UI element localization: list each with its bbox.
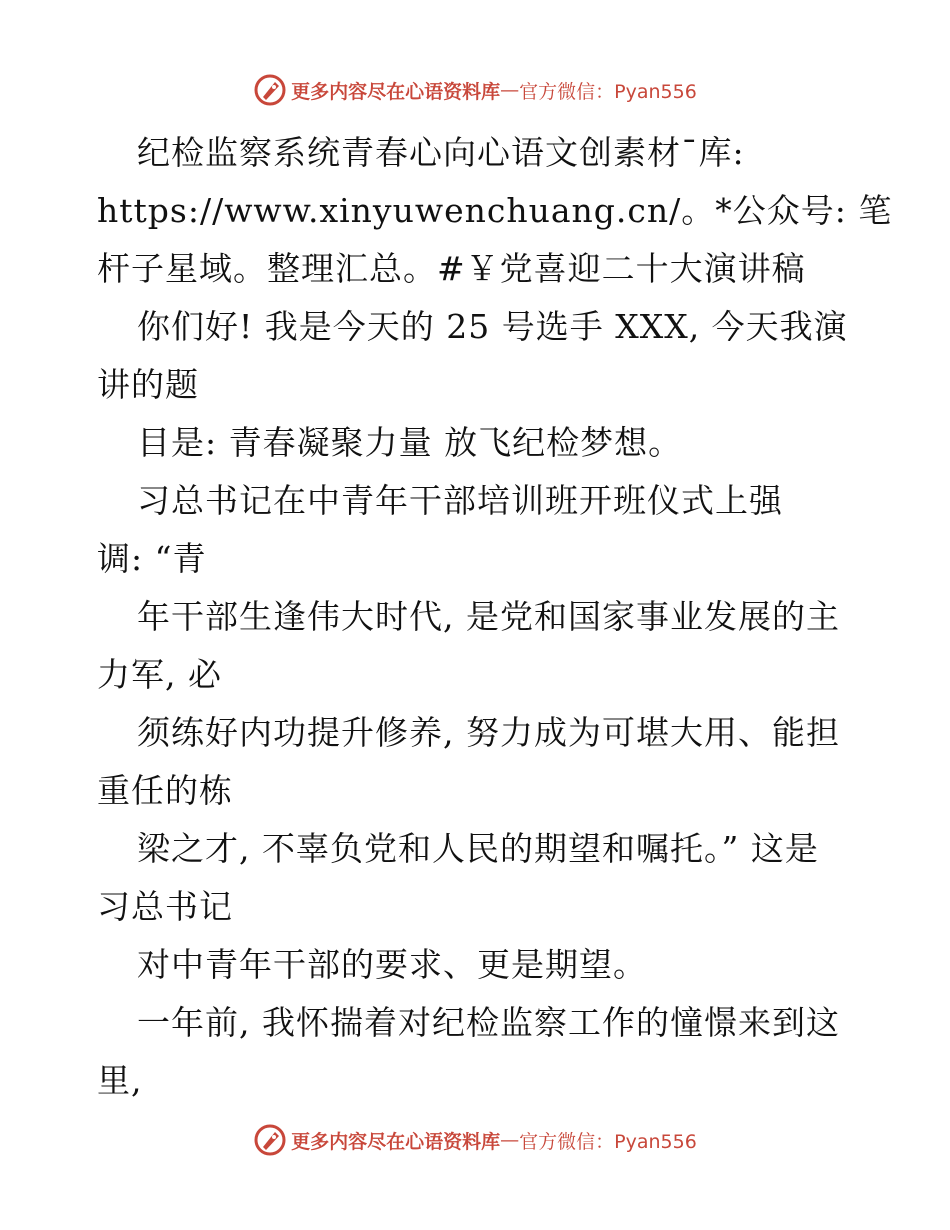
banner-official-text: 官方微信：Pyan556	[519, 1130, 697, 1153]
header-banner	[0, 70, 950, 110]
banner-separator: —	[500, 1129, 520, 1151]
text-line: https://www.xinyuwenchuang.cn/。*公众号: 笔	[97, 191, 893, 230]
text-line: 纪检监察系统青春心向心语文创素材¯库:	[137, 133, 745, 172]
text-line: 杆子星域。整理汇总。#￥党喜迎二十大演讲稿	[97, 249, 806, 288]
banner-official-text: 官方微信：Pyan556	[519, 80, 697, 103]
text-line: 一年前, 我怀揣着对纪检监察工作的憧憬来到这	[137, 1003, 840, 1042]
pen-nib-logo-icon	[253, 1123, 287, 1157]
document-body	[97, 124, 893, 1110]
text-line: 力军, 必	[97, 655, 222, 694]
text-line: 重任的栋	[97, 771, 233, 810]
footer-banner	[0, 1120, 950, 1160]
banner-main-text: 更多内容尽在心语资料库	[291, 1130, 501, 1153]
text-line: 讲的题	[97, 365, 199, 404]
text-line: 年干部生逢伟大时代, 是党和国家事业发展的主	[137, 597, 840, 636]
text-line: 调: “青	[97, 539, 207, 578]
text-line: 里,	[97, 1061, 143, 1100]
text-line: 习总书记在中青年干部培训班开班仪式上强	[137, 481, 783, 520]
text-line: 习总书记	[97, 887, 233, 926]
text-line: 须练好内功提升修养, 努力成为可堪大用、能担	[137, 713, 840, 752]
text-line: 梁之才, 不辜负党和人民的期望和嘱托。” 这是	[137, 829, 819, 868]
text-line: 对中青年干部的要求、更是期望。	[137, 945, 647, 984]
pen-nib-logo-icon	[253, 73, 287, 107]
text-line: 目是: 青春凝聚力量 放飞纪检梦想。	[137, 423, 683, 462]
banner-separator: —	[500, 79, 520, 101]
banner-main-text: 更多内容尽在心语资料库	[291, 80, 501, 103]
text-line: 你们好! 我是今天的 25 号选手 XXX, 今天我演	[137, 307, 848, 346]
